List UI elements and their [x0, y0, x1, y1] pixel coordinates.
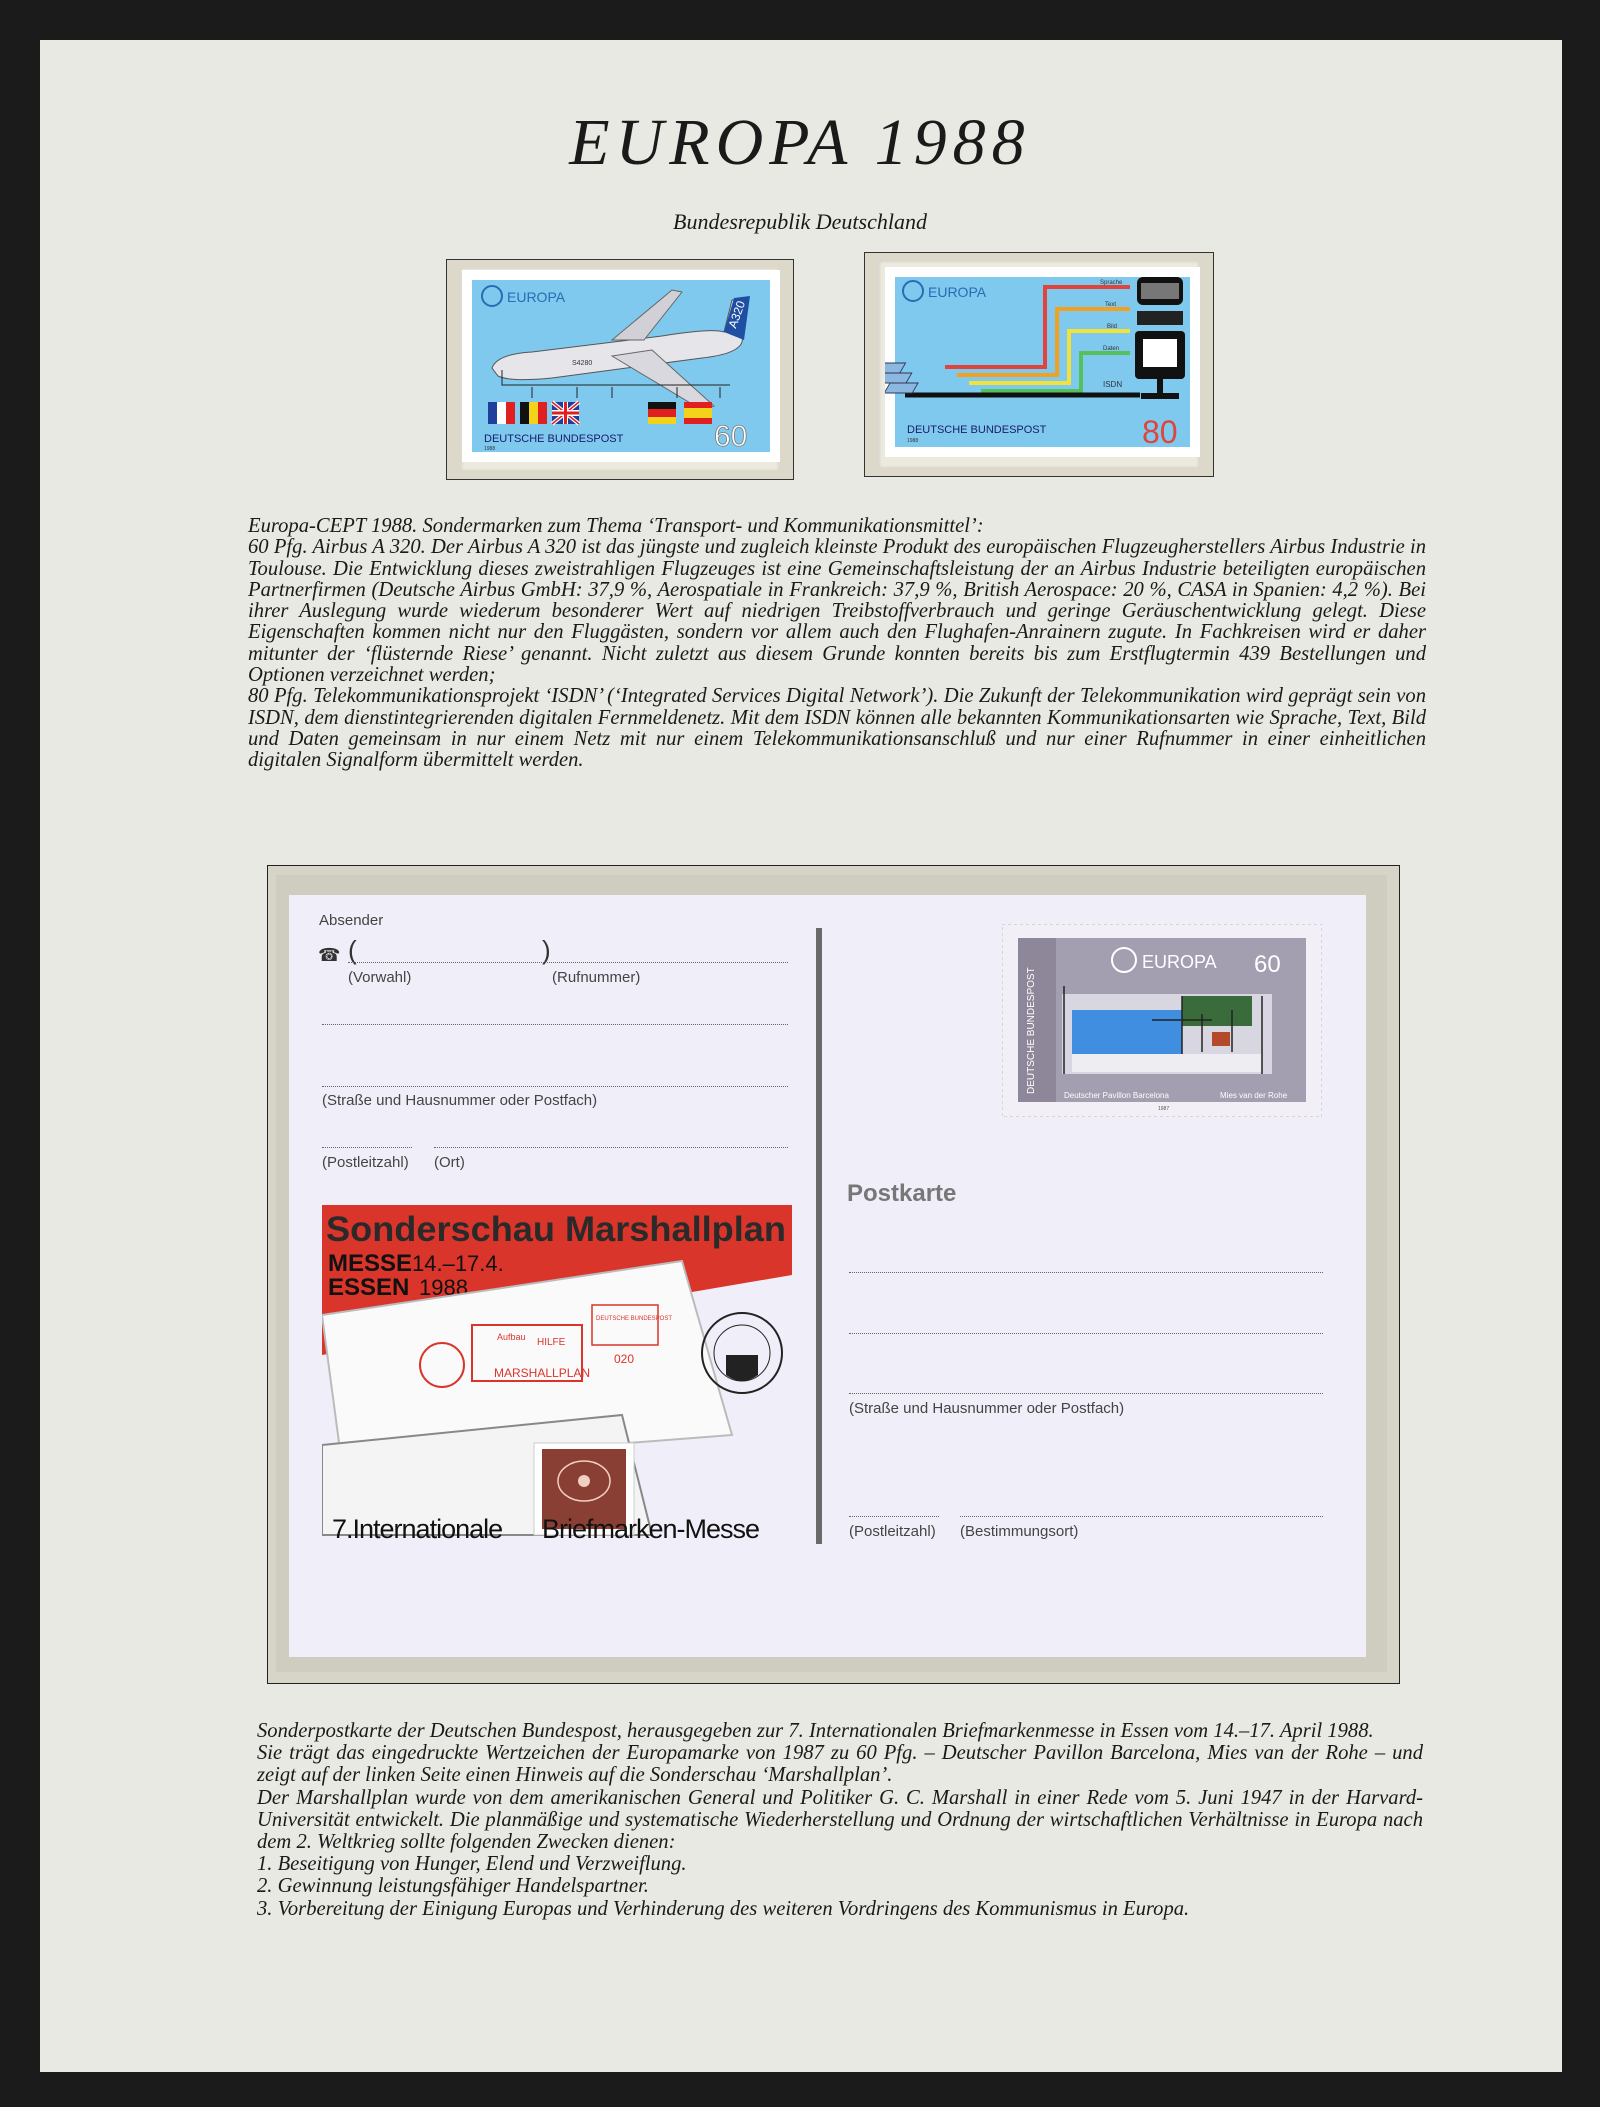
imprint-brand: EUROPA — [1142, 952, 1217, 972]
sender-plz-line — [322, 1147, 412, 1148]
phone-icon: ☎ — [318, 945, 341, 965]
desc1-line: 80 Pfg. Telekommunikationsprojekt ‘ISDN’ (‘Integrated Services Digital Network’). Die Zukunft der Telekommunikation wird geprägt sein von ISDN, dem dienstintegrierenden digitalen Fernmeldenetz. Mit dem ISDN können alle bekannten Kommunikationsarten wie Sprache, Text, Bild und Daten gemeinsam in nur einem Netz mit nur einem Telekommunikationsanschluß und nur einer Rufnummer in einer einheitlichen digitalen Signalform übermittelt werden. — [248, 685, 1426, 772]
recipient-plz-line — [849, 1516, 939, 1517]
stamp1-brand: EUROPA — [507, 289, 566, 305]
recipient-plz-label: (Postleitzahl) — [849, 1523, 936, 1540]
stamp1-reg: S4280 — [572, 360, 593, 367]
sender-plz-label: (Postleitzahl) — [322, 1154, 409, 1171]
page-subtitle: Bundesrepublik Deutschland — [673, 209, 927, 234]
cancel-value: 020 — [614, 1352, 635, 1366]
line-label-isdn: ISDN — [1103, 380, 1123, 389]
ad-messe: MESSE — [328, 1250, 413, 1277]
sender-name-line — [322, 1024, 788, 1025]
sender-street-line — [322, 1086, 788, 1087]
stamp1-aircraft-label: A320 — [725, 298, 749, 331]
sender-city-label: (Ort) — [434, 1154, 465, 1171]
cancel-bundespost: DEUTSCHE BUNDESPOST — [596, 1316, 673, 1322]
stamp2-brand: EUROPA — [928, 284, 987, 300]
stamp2-year: 1988 — [907, 438, 919, 444]
marshallplan-ad — [322, 1205, 792, 1545]
stamp2-issuer: DEUTSCHE BUNDESPOST — [907, 424, 1047, 436]
cancel-hilfe: HILFE — [537, 1337, 566, 1348]
imprint-caption-right: Mies van der Rohe — [1220, 1091, 1288, 1100]
desc2-line: 3. Vorbereitung der Einigung Europas und Verhinderung des weiteren Vordringens des Kommunismus in Europa. — [257, 1897, 1190, 1920]
desc1-line: 60 Pfg. Airbus A 320. Der Airbus A 320 ist das jüngste und zugleich kleinste Produkt des europäischen Flugzeugherstellers Airbus Industrie in Toulouse. Die Entwicklung dieses zweistrahligen Flugzeuges ist eine Gemeinschaftsleistung der an Airbus Industrie beteiligten europäischen Partnerfirmen (Deutsche Airbus GmbH: 37,9 %, Aerospatiale in Frankreich: 37,9 %, British Aerospace: 20 %, CASA in Spanien: 4,2 %). Bei ihrer Auslegung wurde wiederum besonderer Wert auf niedrigen Treibstoffverbrauch und geringe Geräuschentwicklung gelegt. Diese Eigenschaften kommen nicht nur den Fluggästen, sondern vor allem auch den Flughafen-Anrainern zugute. In Fachkreisen wird er daher mitunter der ‘flüsternde Riese’ genannt. Nicht zuletzt aus diesem Grunde konnten bereits bis zum Erstflugtermin 439 Bestellungen und Optionen verzeichnet werden; — [248, 536, 1426, 687]
line-label-bild: Bild — [1107, 324, 1118, 330]
ad-dates: 14.–17.4. — [412, 1251, 504, 1276]
desc2-line: 1. Beseitigung von Hunger, Elend und Verzweiflung. — [257, 1853, 687, 1876]
imprint-value: 60 — [1254, 951, 1281, 978]
sender-city-line — [434, 1147, 788, 1148]
phone-line — [348, 962, 788, 963]
line-label-daten: Daten — [1103, 346, 1120, 352]
cancel-marshallplan: MARSHALLPLAN — [494, 1366, 591, 1380]
ad-footer-a: 7.Internationale — [332, 1514, 503, 1544]
cancel-aufbau: Aufbau — [497, 1332, 526, 1342]
stamp2-value: 80 — [1142, 414, 1178, 450]
line-label-text: Text — [1105, 302, 1117, 308]
recipient-line-2 — [849, 1333, 1323, 1334]
vorwahl-label: (Vorwahl) — [348, 969, 412, 986]
ad-essen: ESSEN — [328, 1274, 410, 1301]
ad-footer-b: Briefmarken-Messe — [542, 1514, 760, 1544]
recipient-city-line — [960, 1516, 1323, 1517]
stamp1-value: 60 — [714, 420, 748, 453]
ad-headline: Sonderschau Marshallplan — [326, 1210, 786, 1249]
recipient-line-1 — [849, 1272, 1323, 1273]
stamp1-year: 1988 — [484, 446, 496, 452]
stamp-isdn — [885, 267, 1200, 457]
pavilion-drawing-icon — [1062, 986, 1272, 1074]
postkarte-label: Postkarte — [847, 1180, 957, 1207]
recipient-street-label: (Straße und Hausnummer oder Postfach) — [849, 1400, 1125, 1417]
page-title: EUROPA 1988 — [569, 106, 1031, 179]
imprint-issuer: DEUTSCHE BUNDESPOST — [1026, 967, 1037, 1094]
paren-close: ) — [542, 935, 551, 965]
desc2-line: Sie trägt das eingedruckte Wertzeichen der Europamarke von 1987 zu 60 Pfg. – Deutscher Pavillon Barcelona, Mies van der Rohe – und zeigt auf der linken Seite einen Hinweis auf die Sonderschau ‘Marshallplan’. — [257, 1742, 1423, 1787]
desc2-line: Sonderpostkarte der Deutschen Bundespost, herausgegeben zur 7. Internationalen Briefmarkenmesse in Essen vom 14.–17. April 1988. — [257, 1720, 1374, 1742]
line-label-sprache: Sprache — [1100, 280, 1123, 286]
postcard-divider — [816, 928, 822, 1544]
desc1-line: Europa-CEPT 1988. Sondermarken zum Thema ‘Transport- und Kommunikationsmittel’: — [248, 515, 984, 537]
imprint-caption-left: Deutscher Pavillon Barcelona — [1064, 1091, 1169, 1100]
recipient-city-label: (Bestimmungsort) — [960, 1523, 1079, 1540]
sender-street-label: (Straße und Hausnummer oder Postfach) — [322, 1092, 598, 1109]
ad-year: 1988 — [419, 1275, 468, 1300]
description-postcard — [257, 1720, 1423, 1920]
desc2-line: 2. Gewinnung leistungsfähiger Handelspartner. — [257, 1875, 649, 1898]
paren-open: ( — [348, 935, 357, 965]
stamp-airbus-a320 — [462, 270, 780, 462]
stamp1-issuer: DEUTSCHE BUNDESPOST — [484, 433, 624, 445]
imprint-year: 1987 — [1158, 1106, 1170, 1112]
absender-label: Absender — [319, 912, 384, 929]
rufnummer-label: (Rufnummer) — [552, 969, 641, 986]
recipient-street-line — [849, 1393, 1323, 1394]
desc2-line: Der Marshallplan wurde von dem amerikanischen General und Politiker G. C. Marshall in einer Rede vom 5. Juni 1947 in der Harvard-Universität entwickelt. Die planmäßige und systematische Wiederherstellung und Ordnung der wirtschaftlichen Verhältnisse in Europa nach dem 2. Weltkrieg sollte folgenden Zwecken dienen: — [257, 1786, 1423, 1854]
imprinted-stamp-pavilion — [1002, 924, 1322, 1117]
description-stamps — [248, 516, 1426, 772]
